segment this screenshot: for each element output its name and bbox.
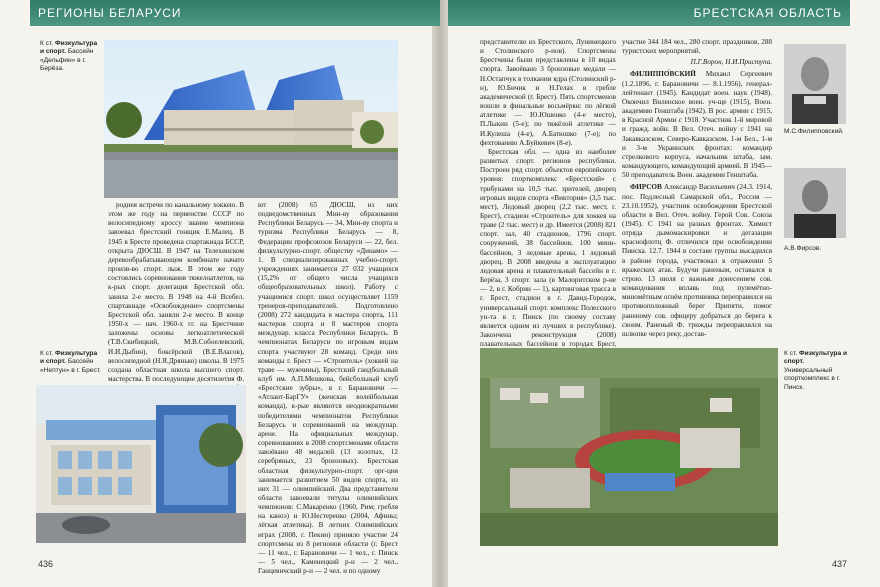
caption-prefix: К ст. <box>784 350 798 357</box>
left-running-header: РЕГИОНЫ БЕЛАРУСИ <box>30 0 440 26</box>
article-authors: П.Г.Ворон, Н.И.Приступа. <box>690 58 772 67</box>
left-text-column-1 <box>108 201 244 383</box>
bio-firsov-name: ФИРСОВ <box>630 183 662 192</box>
caption-pinsk-complex <box>784 350 848 392</box>
caption-article: Физкультура и спорт. <box>40 40 98 56</box>
right-col1-paragraph-1: представителю из Брестского, Лунинецкого и Столинского р-нов). Спортсмены Брестчины были представлены в 10 видах спорта. Завоёвано 3 бронзовые медали — Н.Остапчук в толкании ядра (Столинский р-н), Ю.Бичик и Н.Гелах в гребле академической (г. Брест). Пять спортсменов вошли в финальные восьмёрки: по лёгкой атлетике — Ю.Юшенко (4-е место), П.Лыкин (5-е); по тяжёлой атлетике — И.Кулеша (4-е), А.Батюшко (7-е); по фехтованию А.Буйкевич (8-е). <box>480 38 616 147</box>
book-gutter <box>432 0 448 587</box>
caption-firsov: А.В.Фирсов. <box>784 245 822 252</box>
caption-article: Физкультура и спорт. <box>784 350 847 366</box>
bio-filippovsky-name: ФИЛИППО́ВСКИЙ <box>630 70 696 79</box>
caption-text: Бассейн «Дельфин» в г. Берёза. <box>40 48 94 73</box>
firsov-portrait <box>784 168 846 238</box>
right-col1-paragraph-2: Брестская обл. — одна из наиболее развитых спорт. регионов республики. Построен ряд спорт. объектов европейского уровня: спорткомплекс «Брестский» с трибунами на 10,5 тыс. зрителей, дворец игровых видов спорта «Виктория» (3,5 тыс. мест), Ледовый дворец (2,2 тыс. мест, г. Брест), стадион «Строитель» для хоккея на траве (2 тыс. мест) и др. Имеется (2008) 821 спорт. зал, 40 стадионов, 1796 спорт. сооружений, 38 бассейнов, 100 мини-бассейнов, 3 ледовые арены, 1 ледовый дворец. В 2008 введены в эксплуатацию ледовая арена и плавательный бассейн в г. Берёза, 3 спорт. зала (в Малоритском р-не — 2, в г. Кобрин — 1), картинговая трасса в г. Брест, стадион в г. Давид-Городок, универсальный спорт. комплекс Полесского ун-та в г. Пинск (по своему составу является одним из лучших в республике). Закончена реконструкция (2008) плавательных бассейнов в городах Брест, <box>480 147 616 349</box>
filippovsky-portrait <box>784 44 846 124</box>
caption-article: Физкультура и спорт. <box>40 350 98 366</box>
bio-firsov <box>622 183 772 339</box>
right-page-number: 437 <box>832 559 848 569</box>
right-text-column-1 <box>480 38 616 349</box>
caption-neptune-pool <box>40 350 102 375</box>
left-text-column-2 <box>258 201 398 576</box>
right-running-header: БРЕСТСКАЯ ОБЛАСТЬ <box>448 0 850 26</box>
right-text-column-2 <box>622 38 772 344</box>
caption-prefix: К ст. <box>40 350 54 357</box>
neptune-pool-photo <box>36 385 246 543</box>
left-col2-paragraph: ют (2008) 65 ДЮСШ, из них подведомственных Мин-ву образования Республики Беларусь — 34, Мин-ву спорта и туризма Республики Беларусь — 8, Федерации профсоюзов Беларуси — 22, бел. физкультурно-спорт. обществу «Динамо» — 1. В специализированных учебно-спорт. учреждениях занимается 27 032 учащихся (15,2% от общего числа учащихся общеобразовательных школ). Работу с учащимися спорт. школ осуществляет 1159 тренеров-преподавателей. Подготовлено (2008) 272 кандидата в мастера спорта, 111 мастеров спорта и 8 мастеров спорта междунар. класса Республики Беларусь. В чемпионатах Беларуси по игровым видам спорта участвуют 28 команд. Среди них команды г. Брест — «Строитель» (хоккей на траве — мужчины), Брестский гандбольный клуб им. А.П.Мешкова, бейсбольный клуб «Брестские зубры», в г. Барановичи — «Атлант-БарГУ» (женская волейбольная команда), к-рые являются неоднократными победителями чемпионатов Республики Беларусь и соревнований на междунар. арене. На официальных междунар. соревнованиях в 2008 спортсменами области завоёвано 48 медалей (13 золотых, 12 серебряных, 23 бронзовых). Брестская областная физкультурно-спорт. орг-ция занимается развитием 50 видов спорта, из них 31 — олимпийский. Два представителя области завоевали титулы олимпийских чемпионов: С.Макаренко (1960, Рим; гребля на каноэ) и Ю.Нестеренко (2004, Афины; лёгкая атлетика). В летних Олимпийских играх (2008, г. Пекин) приняло участие 24 спортсмена из 8 регионов области (г. Брест — 11 чел., г. Барановичи — 1 чел., г. Пинск — 5 чел., Каменецкий р-н — 2 чел., Ганцевичский р-н — 2 чел. и по одному <box>258 201 398 576</box>
pinsk-sports-complex-photo <box>480 348 778 546</box>
caption-prefix: К ст. <box>40 40 54 47</box>
bio-filippovsky-text: Михаил Сергеевич (1.2.1896, г. Барановичи — 8.1.1956), генерал-лейтенант (1945). Кандидат воен. наук (1948). Окончил Виленское воен. уч-ще (1915), Воен. академию Генштаба (1942). В рос. армии с 1915, в Красной Армии с 1918. Участник 1-й мировой и гражд. войн. В Вел. Отеч. войну с 1941 на Закавказском, Северо-Кавказском, 1-м Бел., 1-м и 3-м Украинских фронтах: командир стрелкового корпуса, начальник штаба, зам. командующего, командующий армией. В 1945—50 преподаватель Воен. академии Генштаба. <box>622 70 772 180</box>
caption-filippovsky: М.С.Филипповский. <box>784 128 844 135</box>
right-col2-closing: участие 344 184 чел., 280 спорт. праздников, 288 туристских мероприятий. <box>622 38 772 56</box>
caption-text: Бассейн «Нептун» в г. Брест. <box>40 358 101 374</box>
caption-text: Универсальный спорткомплекс в г. Пинск. <box>784 366 841 391</box>
left-page-number: 436 <box>38 559 54 569</box>
bio-firsov-text: Александр Васильевич (24.3. 1914, пос. Подлесный Самарской обл., Россия — 23.10.1952), участник освобождения Брестской области в Вел. Отеч. войну. Герой Сов. Союза (1945). С 1941 на разных фронтах. Химист отряда дымомаскировки и дегазации краснофлотц Ф. отличился при освобождении Пинска. 12.7. 1944 в составе группы высадился в районе города, участвовал в отражении 5 вражеских атак. Будучи раненым, оставался в строю. 13 июля с важным донесением сов. командования вплавь под пулемётно-миномётным огнём противника переправился на противоположный берег Припяти, помог раненому сов. офицеру добраться до берега к своим. Раненый Ф. трижды переправлялся на шлюпке через реку, достав- <box>622 183 773 338</box>
dolphin-pool-photo <box>104 40 398 198</box>
left-col1-paragraph: роднея встречи по канальному хоккею. В этом же году на первенстве СССР по велосипедному кроссу звание чемпиона завоевал брестский гонщик Е.Малец. В 1945 в Бресте проведена спартакиада БССР, открыта ДЮСШ. В 1947 на Телехинском деревообрабатывающем комбинате начато произв-во спорт. лыж. В этом же году состоялись соревнования тяжелоатлетов, на к-рых спорт. делегация Брестской обл. заняла 2-е место. В 1948 на 4-й Всебел. спартакиаде «Освобождение» спортсмены Брестской обл. заняли 2-е место. В конце 1950-х — нач. 1960-х гг. на Брестчине заложены основы легкоатлетической (Т.В.Скибицкий, М.В.Собоелевский, И.И.Дыбин), боксёрской (В.Е.Власов), велосипедной (Н.Я.Дрянько) школы. В 1975 создана областная школа высшего спорт. мастерства. В последующие десятилетия Ф. <box>108 201 244 383</box>
caption-dolphin-pool <box>40 40 100 74</box>
bio-filippovsky <box>622 70 772 180</box>
